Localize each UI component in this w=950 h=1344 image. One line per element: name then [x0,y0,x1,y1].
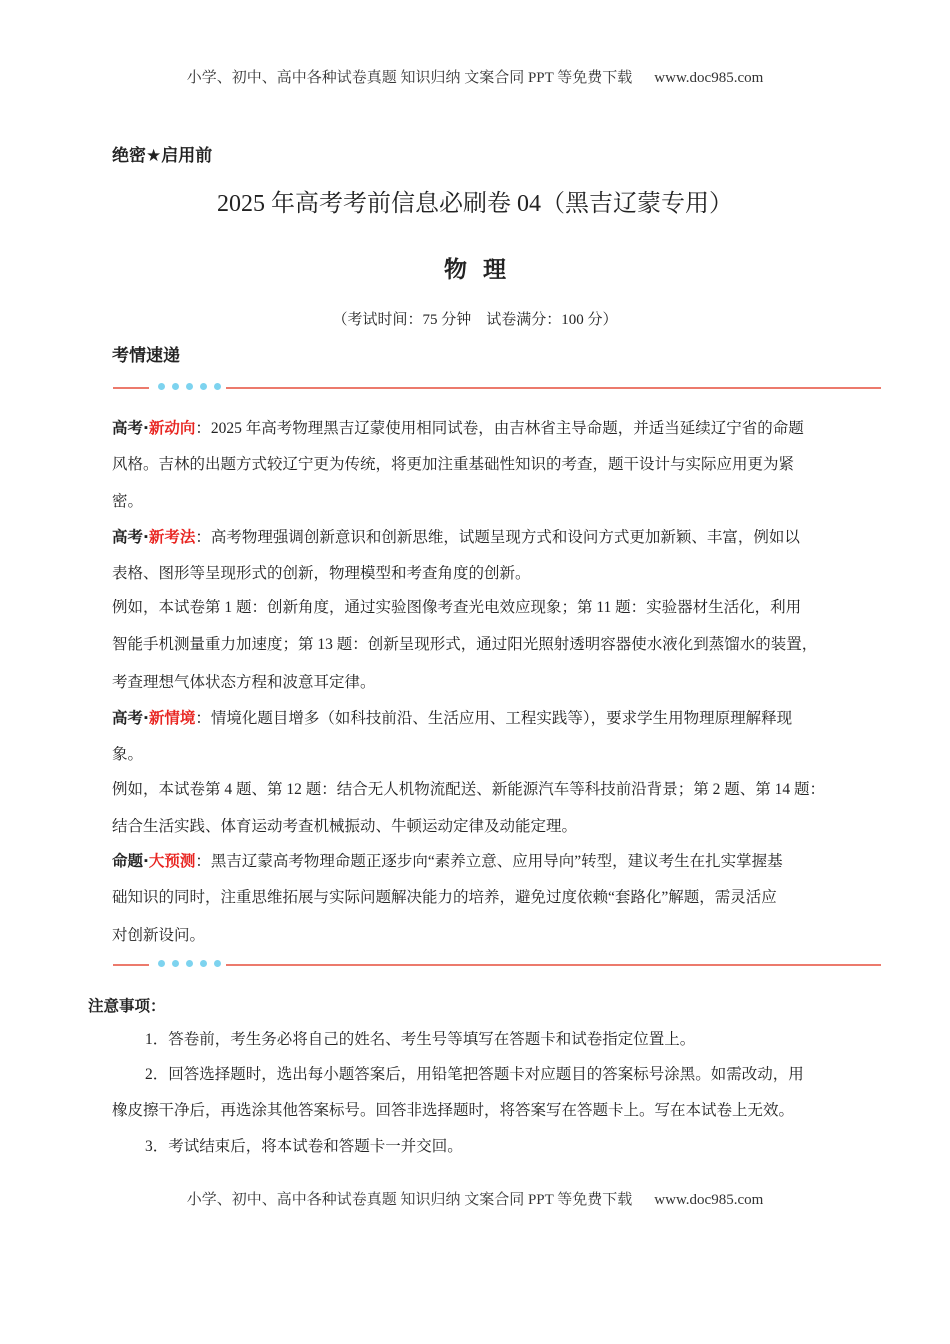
paragraph-text: 例如，本试卷第 1 题：创新角度，通过实验图像考查光电效应现象；第 11 题：实验器材生活化，利用 [112,599,802,616]
paragraph-text: 风格。吉林的出题方式较辽宁更为传统，将更加注重基础性知识的考查，题干设计与实际应用更为紧 [112,456,795,473]
paragraph-text: ：2025 年高考物理黑吉辽蒙使用相同试卷，由吉林省主导命题，并适当延续辽宁省的命题 [195,420,804,437]
paragraph-line [112,888,777,908]
section-divider-top [113,382,881,394]
notice-item-3: 3．考试结束后，将本试卷和答题卡一并交回。 [145,1138,463,1155]
notice-title: 注意事项： [88,997,166,1015]
paragraph-prefix: 命题· [112,852,149,870]
page-header [0,68,950,88]
paragraph-prefix: 高考· [112,419,149,437]
header-site-link[interactable]: www.doc985.com [654,70,764,86]
paragraph-text: 象。 [112,746,144,763]
paragraph-text: 例如，本试卷第 4 题、第 12 题：结合无人机物流配送、新能源汽车等科技前沿背景；第 2 题、第 14 题： [112,781,826,798]
notice-item-2: 2．回答选择题时，选出每小题答案后，用铅笔把答题卡对应题目的答案标号涂黑。如需改动，用 [145,1066,804,1083]
paragraph-prefix: 高考· [112,709,149,727]
paragraph-text: ：黑吉辽蒙高考物理命题正逐步向“素养立意、应用导向”转型，建议考生在扎实掌握基 [195,853,783,870]
paragraph-keyword: 大预测 [148,852,196,870]
paragraph-text: ：情境化题目增多（如科技前沿、生活应用、工程实践等），要求学生用物理原理解释现 [195,710,793,727]
paragraph-text: 表格、图形等呈现形式的创新，物理模型和考查角度的创新。 [112,565,531,582]
paragraph-line [112,708,792,729]
paragraph-keyword: 新情境 [148,709,196,727]
paragraph-line [112,455,794,475]
paragraph-line [112,745,143,765]
paragraph-line [112,492,143,512]
paragraph-line [112,635,817,655]
header-text: 小学、初中、高中各种试卷真题 知识归纳 文案合同 PPT 等免费下载 [186,70,633,86]
paragraph-line [112,598,801,618]
section-divider-bottom [113,959,881,971]
paragraph-line [112,418,804,439]
paragraph-text: 础知识的同时，注重思维拓展与实际问题解决能力的培养，避免过度依赖“套路化”解题，需灵活应 [112,889,777,906]
paragraph-text: 考查理想气体状态方程和波意耳定律。 [112,674,376,691]
paragraph-line [112,673,376,693]
page-footer [0,1190,950,1210]
section-title: 考情速递 [112,346,180,366]
secret-label: 绝密★启用前 [112,146,213,166]
paragraph-line [112,851,783,872]
paragraph-text: 对创新设问。 [112,927,206,944]
page-title: 2025 年高考考前信息必刷卷 04（黑吉辽蒙专用） [217,191,733,217]
paragraph-line [112,817,577,837]
paragraph-line [112,926,205,946]
paragraph-line [112,564,531,584]
exam-info: （考试时间：75 分钟 试卷满分：100 分） [332,312,618,328]
paragraph-line [112,780,825,800]
paragraph-text: 智能手机测量重力加速度；第 13 题：创新呈现形式，通过阳光照射透明容器使水液化到蒸馏水的装置， [112,636,818,653]
paragraph-line [112,527,800,548]
paragraph-prefix: 高考· [112,528,149,546]
footer-text: 小学、初中、高中各种试卷真题 知识归纳 文案合同 PPT 等免费下载 [186,1192,633,1208]
subject-title: 物 理 [443,257,506,283]
paragraph-text: 结合生活实践、体育运动考查机械振动、牛顿运动定律及动能定理。 [112,818,578,835]
footer-site-link[interactable]: www.doc985.com [654,1192,764,1208]
paragraph-text: ：高考物理强调创新意识和创新思维，试题呈现方式和设问方式更加新颖、丰富，例如以 [195,529,800,546]
notice-item-1: 1．答卷前，考生务必将自己的姓名、考生号等填写在答题卡和试卷指定位置上。 [145,1031,696,1048]
notice-item-2-cont: 橡皮擦干净后，再选涂其他答案标号。回答非选择题时，将答案写在答题卡上。写在本试卷上无效。 [112,1102,795,1119]
paragraph-keyword: 新考法 [148,528,196,546]
paragraph-text: 密。 [112,493,144,510]
paragraph-keyword: 新动向 [148,419,196,437]
